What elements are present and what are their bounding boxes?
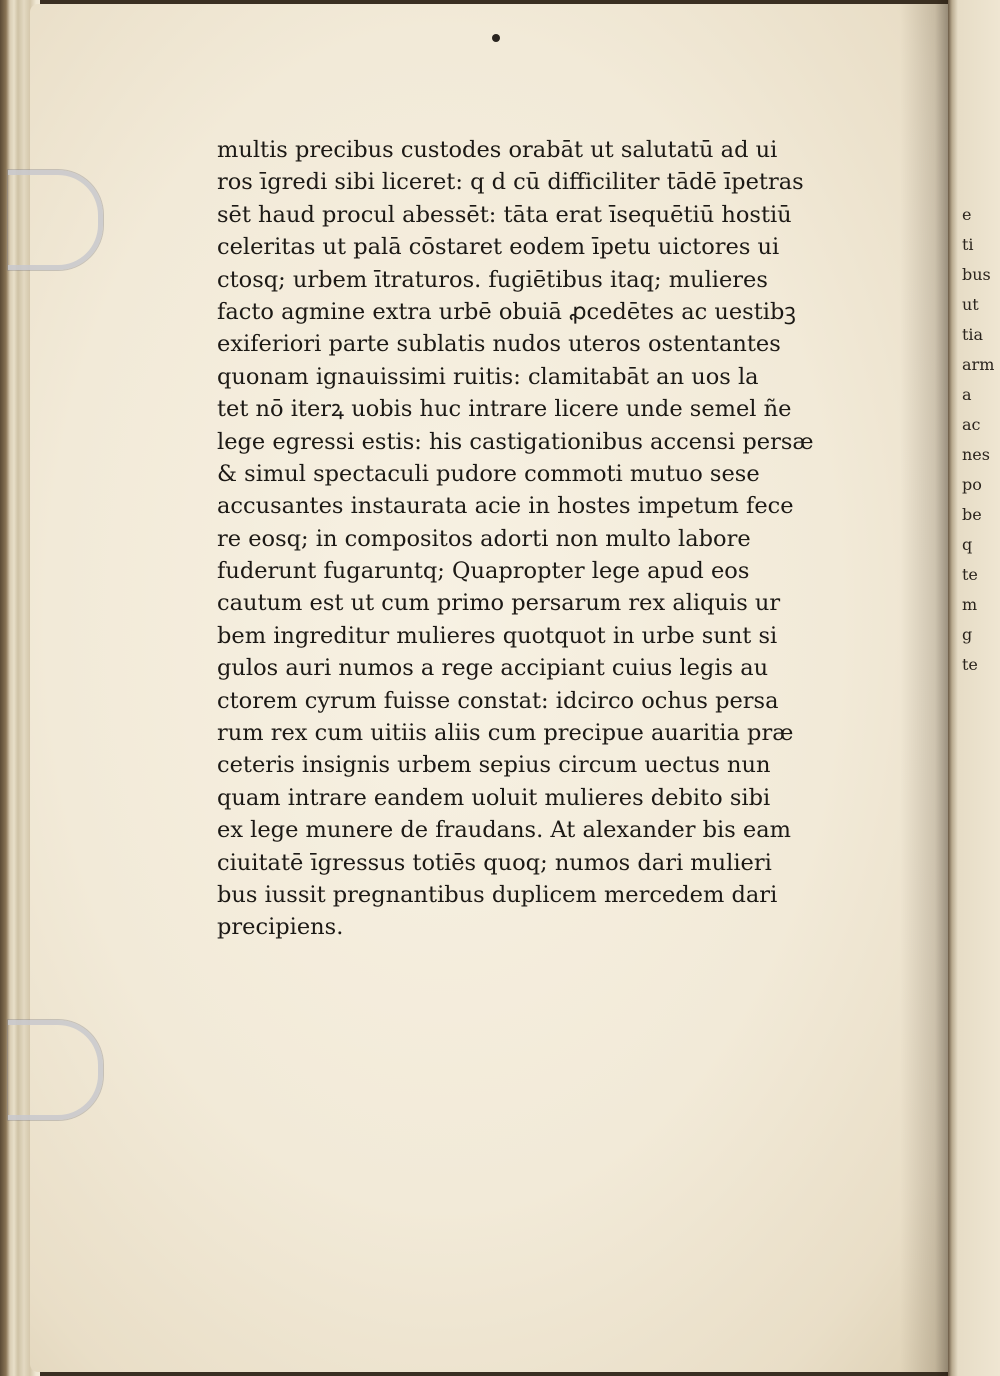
- facing-text-fragment: q: [962, 535, 973, 554]
- text-line: precipiens.: [217, 914, 344, 941]
- text-line: rum rex cum uitiis aliis cum precipue auaritia præ: [217, 720, 794, 747]
- facing-text-fragment: be: [962, 505, 982, 524]
- text-line: ctorem cyrum fuisse constat: idcirco ochus persa: [217, 687, 779, 714]
- text-line: re eosq; in compositos adorti non multo labore: [217, 525, 751, 552]
- text-line: bem ingreditur mulieres quotquot in urbe sunt si: [217, 622, 778, 649]
- text-line: exiferiori parte sublatis nudos uteros ostentantes: [217, 331, 781, 358]
- facing-text-fragment: g: [962, 625, 973, 644]
- page-clip-top: [8, 170, 103, 270]
- gutter-shadow: [900, 0, 950, 1376]
- text-line: multis precibus custodes orabāt ut salutatū ad ui: [217, 137, 778, 163]
- facing-text-fragment: tia: [962, 325, 984, 344]
- facing-text-fragment: arm: [962, 355, 995, 374]
- text-line: bus iussit pregnantibus duplicem mercedem dari: [217, 881, 778, 908]
- ink-dot: [492, 34, 500, 42]
- text-line: quonam ignauissimi ruitis: clamitabāt an uos la: [217, 363, 759, 390]
- text-line: ex lege munere de fraudans. At alexander bis eam: [217, 817, 791, 844]
- facing-text-fragment: a: [962, 385, 972, 404]
- facing-text-fragment: nes: [962, 445, 990, 464]
- facing-text-fragment: ti: [962, 235, 974, 254]
- text-line: sēt haud procul abessēt: tāta erat īsequētiū hostiū: [217, 201, 792, 228]
- text-line: & simul spectaculi pudore commoti mutuo sese: [217, 460, 760, 487]
- text-line: gulos auri numos a rege accipiant cuius legis au: [217, 655, 769, 682]
- text-line: tet nō iterꝝ uobis huc intrare licere unde semel ñe: [217, 396, 792, 423]
- text-line: celeritas ut palā cōstaret eodem īpetu uictores ui: [217, 234, 780, 261]
- text-line: lege egressi estis: his castigationibus accensi persæ: [217, 428, 814, 455]
- text-line: ciuitatē īgressus totiēs quoq; numos dari mulieri: [217, 849, 772, 876]
- main-text-block: [217, 134, 853, 944]
- text-line: cautum est ut cum primo persarum rex aliquis ur: [217, 590, 781, 617]
- page-clip-bottom: [8, 1020, 103, 1120]
- text-line: ctosq; urbem ītraturos. fugiētibus itaq; mulieres: [217, 266, 768, 293]
- text-line: quam intrare eandem uoluit mulieres debito sibi: [217, 784, 771, 811]
- facing-text-fragment: te: [962, 655, 978, 674]
- facing-text-fragment: bus: [962, 265, 991, 284]
- facing-page-text: [962, 200, 1000, 680]
- text-line: ceteris insignis urbem sepius circum uectus nun: [217, 752, 771, 779]
- facing-text-fragment: po: [962, 475, 982, 494]
- text-line: fuderunt fugaruntq; Quapropter lege apud eos: [217, 558, 750, 585]
- text-line: ros īgredi sibi liceret: q d cū difficiliter tādē īpetras: [217, 169, 804, 196]
- facing-text-fragment: e: [962, 205, 972, 224]
- facing-text-fragment: ut: [962, 295, 979, 314]
- facing-text-fragment: te: [962, 565, 978, 584]
- facing-text-fragment: m: [962, 595, 978, 614]
- text-line: accusantes instaurata acie in hostes impetum fece: [217, 493, 794, 520]
- text-line: facto agmine extra urbē obuiā ꝓcedētes ac uestibꝫ: [217, 298, 796, 325]
- facing-text-fragment: ac: [962, 415, 981, 434]
